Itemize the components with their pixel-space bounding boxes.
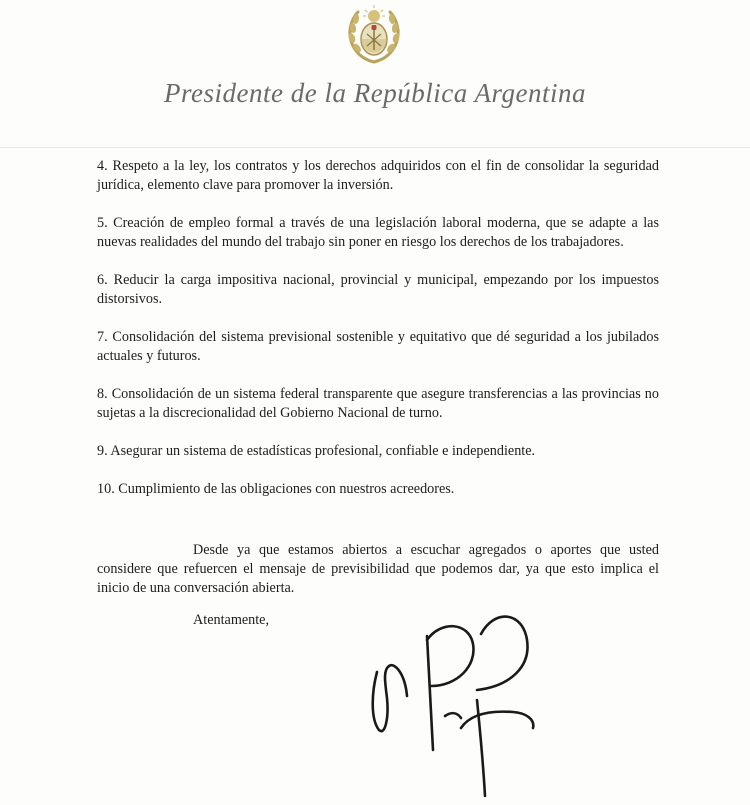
list-item: 7. Consolidación del sistema previsional sostenible y equitativo que dé seguridad a los jubilados actuales y futuros. — [97, 329, 659, 364]
list-item: 6. Reducir la carga impositiva nacional, provincial y municipal, empezando por los impuestos distorsivos. — [97, 272, 659, 307]
sign-off: Atentamente, — [193, 612, 270, 628]
letterhead-title: Presidente de la República Argentina — [164, 78, 586, 108]
list-item: 8. Consolidación de un sistema federal transparente que asegure transferencias a las provincias no sujetas a la discrecionalidad del Gobierno Nacional de turno. — [97, 386, 659, 421]
letterhead-divider — [0, 147, 750, 148]
list-item: 10. Cumplimiento de las obligaciones con nuestros acreedores. — [97, 481, 455, 497]
list-item: 4. Respeto a la ley, los contratos y los derechos adquiridos con el fin de consolidar la seguridad jurídica, elemento clave para promover la inversión. — [97, 158, 659, 193]
argentine-coat-of-arms-icon — [343, 2, 405, 66]
demands-list — [97, 157, 659, 499]
handwritten-signature-icon — [365, 600, 540, 800]
list-item: 9. Asegurar un sistema de estadísticas profesional, confiable e independiente. — [97, 443, 536, 459]
closing-paragraph: Desde ya que estamos abiertos a escuchar agregados o aportes que usted considere que refuercen el mensaje de previsibilidad que podemos dar, ya que esto implica el inicio de una conversación abierta. — [97, 542, 659, 596]
list-item: 5. Creación de empleo formal a través de una legislación laboral moderna, que se adapte a las nuevas realidades del mundo del trabajo sin poner en riesgo los derechos de los trabajadores. — [97, 215, 659, 250]
